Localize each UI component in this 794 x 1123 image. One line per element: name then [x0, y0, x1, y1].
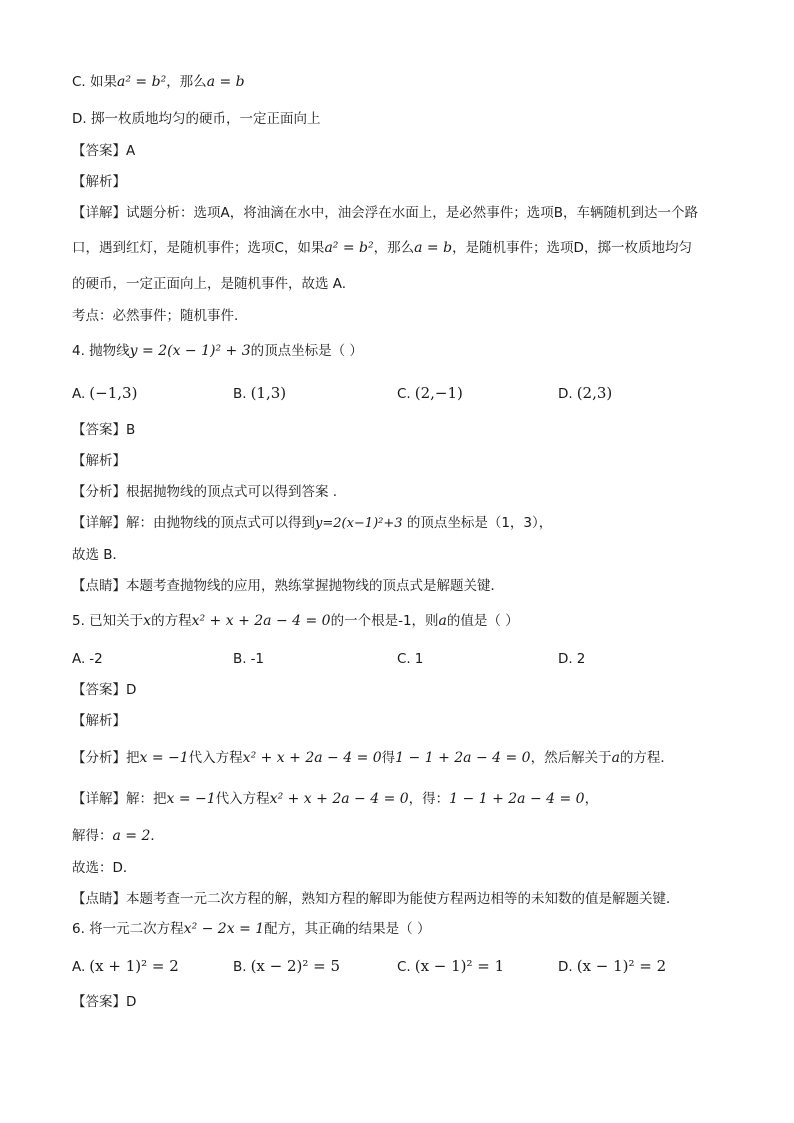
text-fragment: 解：由抛物线的顶点式可以得到: [126, 515, 315, 531]
answer-tag: 【答案】: [72, 422, 126, 438]
dianjing-tag: 【点睛】: [72, 578, 126, 594]
option-label: C.: [397, 386, 411, 402]
math-expression: a² = b²: [117, 74, 167, 90]
math-expression: a = b: [206, 74, 245, 90]
text-fragment: 把: [126, 750, 140, 766]
q5-option-b: [233, 649, 264, 669]
math-expression: x² − 2x = 1: [183, 921, 265, 937]
fenxi-tag: 【分析】: [72, 484, 126, 500]
text-fragment: ，然后解关于: [530, 750, 612, 766]
text-fragment: 代入方程: [188, 750, 243, 766]
q4-option-c: [397, 383, 463, 404]
q5-stem: [72, 611, 519, 631]
text-fragment: 配方，其正确的结果是（ ）: [264, 921, 431, 937]
text-fragment: 根据抛物线的顶点式可以得到答案 .: [126, 484, 338, 500]
q3-kaodian: 考点：必然事件；随机事件.: [72, 308, 239, 324]
q5-solve: [72, 826, 164, 846]
math-variable: x: [143, 613, 152, 629]
text-fragment: ，得：: [408, 791, 450, 807]
q6-option-c: [397, 956, 504, 977]
math-expression: a² = b²: [324, 240, 374, 256]
text-fragment: 的值是（ ）: [446, 613, 519, 629]
text-fragment: 的一个根是-1，则: [330, 613, 439, 629]
text-fragment: 本题考查一元二次方程的解，熟知方程的解即为能使方程两边相等的未知数的值是解题关键．: [126, 891, 680, 907]
question-number: 6. 将一元二次方程: [72, 921, 184, 937]
answer-value: B: [126, 422, 136, 438]
option-label: D.: [558, 651, 573, 667]
math-expression: 1 − 1 + 2a − 4 = 0: [395, 750, 531, 766]
q4-stem: [72, 341, 363, 361]
q5-conclusion: 故选：D．: [72, 860, 137, 876]
option-label: A.: [72, 386, 86, 402]
text-fragment: 解：把: [126, 791, 167, 807]
answer-value: D: [126, 994, 137, 1010]
text-fragment: ，那么: [373, 240, 415, 256]
detail-tag: 【详解】: [72, 205, 126, 221]
math-expression: x² + x + 2a − 4 = 0: [269, 791, 409, 807]
q6-option-b: [233, 956, 340, 977]
math-expression: x² + x + 2a − 4 = 0: [191, 613, 331, 629]
math-expression: a = 2: [112, 828, 151, 844]
fenxi-tag: 【分析】: [72, 750, 126, 766]
text-fragment: 试题分析：选项A，将油滴在水中，油会浮在水面上，是必然事件；选项B，车辆随机到达一个路: [126, 205, 698, 221]
math-expression: x² + x + 2a − 4 = 0: [242, 750, 382, 766]
text-fragment: 代入方程: [215, 791, 270, 807]
text-fragment: 口，遇到红灯，是随机事件；选项C，如果: [72, 240, 325, 256]
option-value: (x + 1)² = 2: [89, 957, 179, 975]
option-label: C.: [397, 959, 411, 975]
q5-option-c: [397, 649, 423, 669]
option-value: (2,3): [576, 384, 613, 402]
q3-detail-line-1: [72, 203, 698, 223]
q5-fenxi: [72, 748, 674, 768]
option-label: D.: [558, 386, 573, 402]
text-fragment: 的顶点坐标是（ ）: [250, 343, 363, 359]
q5-dianjing: [72, 889, 680, 909]
text-fragment: ，那么: [166, 74, 207, 90]
option-value: (x − 2)² = 5: [250, 957, 341, 975]
text-fragment: ，: [584, 791, 599, 807]
q5-analysis-tag: 【解析】: [72, 713, 126, 729]
detail-tag: 【详解】: [72, 515, 126, 531]
q3-analysis-tag: 【解析】: [72, 174, 126, 190]
q3-detail-line-3: 的硬币，一定正面向上，是随机事件，故选 A.: [72, 276, 347, 292]
math-variable: a: [438, 613, 447, 629]
q6-option-d: [558, 956, 666, 977]
q5-option-a: [72, 649, 103, 669]
q6-answer: [72, 992, 136, 1012]
option-label: B.: [233, 386, 247, 402]
text-fragment: 的方程．: [619, 750, 674, 766]
option-value: (−1,3): [89, 384, 138, 402]
text-fragment: 的方程: [151, 613, 192, 629]
q5-answer: [72, 680, 136, 700]
option-label: B.: [233, 959, 247, 975]
option-label: C.: [397, 651, 411, 667]
q4-analysis-tag: 【解析】: [72, 453, 126, 469]
math-expression: x = −1: [166, 791, 216, 807]
question-number: 4. 抛物线: [72, 343, 130, 359]
text-fragment: ．: [150, 828, 164, 844]
question-number: 5. 已知关于: [72, 613, 144, 629]
q5-detail: [72, 789, 598, 809]
math-variable: a: [611, 750, 620, 766]
option-label: D.: [558, 959, 573, 975]
q4-answer: [72, 420, 135, 440]
q4-fenxi: [72, 482, 337, 502]
answer-tag: 【答案】: [72, 682, 126, 698]
q4-option-a: [72, 383, 137, 404]
option-value: 1: [414, 651, 424, 667]
math-expression: 1 − 1 + 2a − 4 = 0: [449, 791, 585, 807]
option-label: C. 如果: [72, 74, 118, 90]
math-expression: y = 2(x − 1)² + 3: [129, 343, 251, 359]
option-value: (1,3): [250, 384, 287, 402]
q4-dianjing: [72, 576, 504, 596]
text-fragment: 得: [381, 750, 396, 766]
text-fragment: ，是随机事件；选项D，掷一枚质地均匀: [452, 240, 692, 256]
answer-value: D: [126, 682, 137, 698]
q3-option-d: D. 掷一枚质地均匀的硬币，一定正面向上: [72, 111, 321, 127]
option-label: A.: [72, 959, 86, 975]
math-expression: a = b: [414, 240, 453, 256]
q6-stem: [72, 919, 430, 939]
q3-answer: [72, 141, 135, 161]
text-fragment: 的顶点坐标是（1，3），: [402, 515, 553, 531]
text-fragment: 本题考查抛物线的应用，熟练掌握抛物线的顶点式是解题关键．: [126, 578, 504, 594]
q6-option-a: [72, 956, 179, 977]
q5-option-d: [558, 649, 585, 669]
q3-detail-line-2: [72, 238, 692, 258]
q4-detail: [72, 513, 552, 534]
option-value: -1: [250, 651, 265, 667]
q4-option-b: [233, 383, 286, 404]
answer-tag: 【答案】: [72, 994, 126, 1010]
q4-option-d: [558, 383, 612, 404]
option-value: (x − 1)² = 2: [576, 957, 667, 975]
math-expression: y=2(x−1)²+3: [315, 516, 403, 531]
option-value: (x − 1)² = 1: [414, 957, 505, 975]
option-value: 2: [576, 651, 586, 667]
detail-tag: 【详解】: [72, 791, 126, 807]
answer-value: A: [126, 143, 136, 159]
dianjing-tag: 【点睛】: [72, 891, 126, 907]
option-label: B.: [233, 651, 247, 667]
text-fragment: 解得：: [72, 828, 113, 844]
answer-tag: 【答案】: [72, 143, 126, 159]
q3-option-c: [72, 72, 245, 92]
option-value: -2: [89, 651, 103, 667]
option-value: (2,−1): [414, 384, 463, 402]
q4-conclusion: 故选 B．: [72, 547, 127, 563]
math-expression: x = −1: [139, 750, 189, 766]
option-label: A.: [72, 651, 86, 667]
